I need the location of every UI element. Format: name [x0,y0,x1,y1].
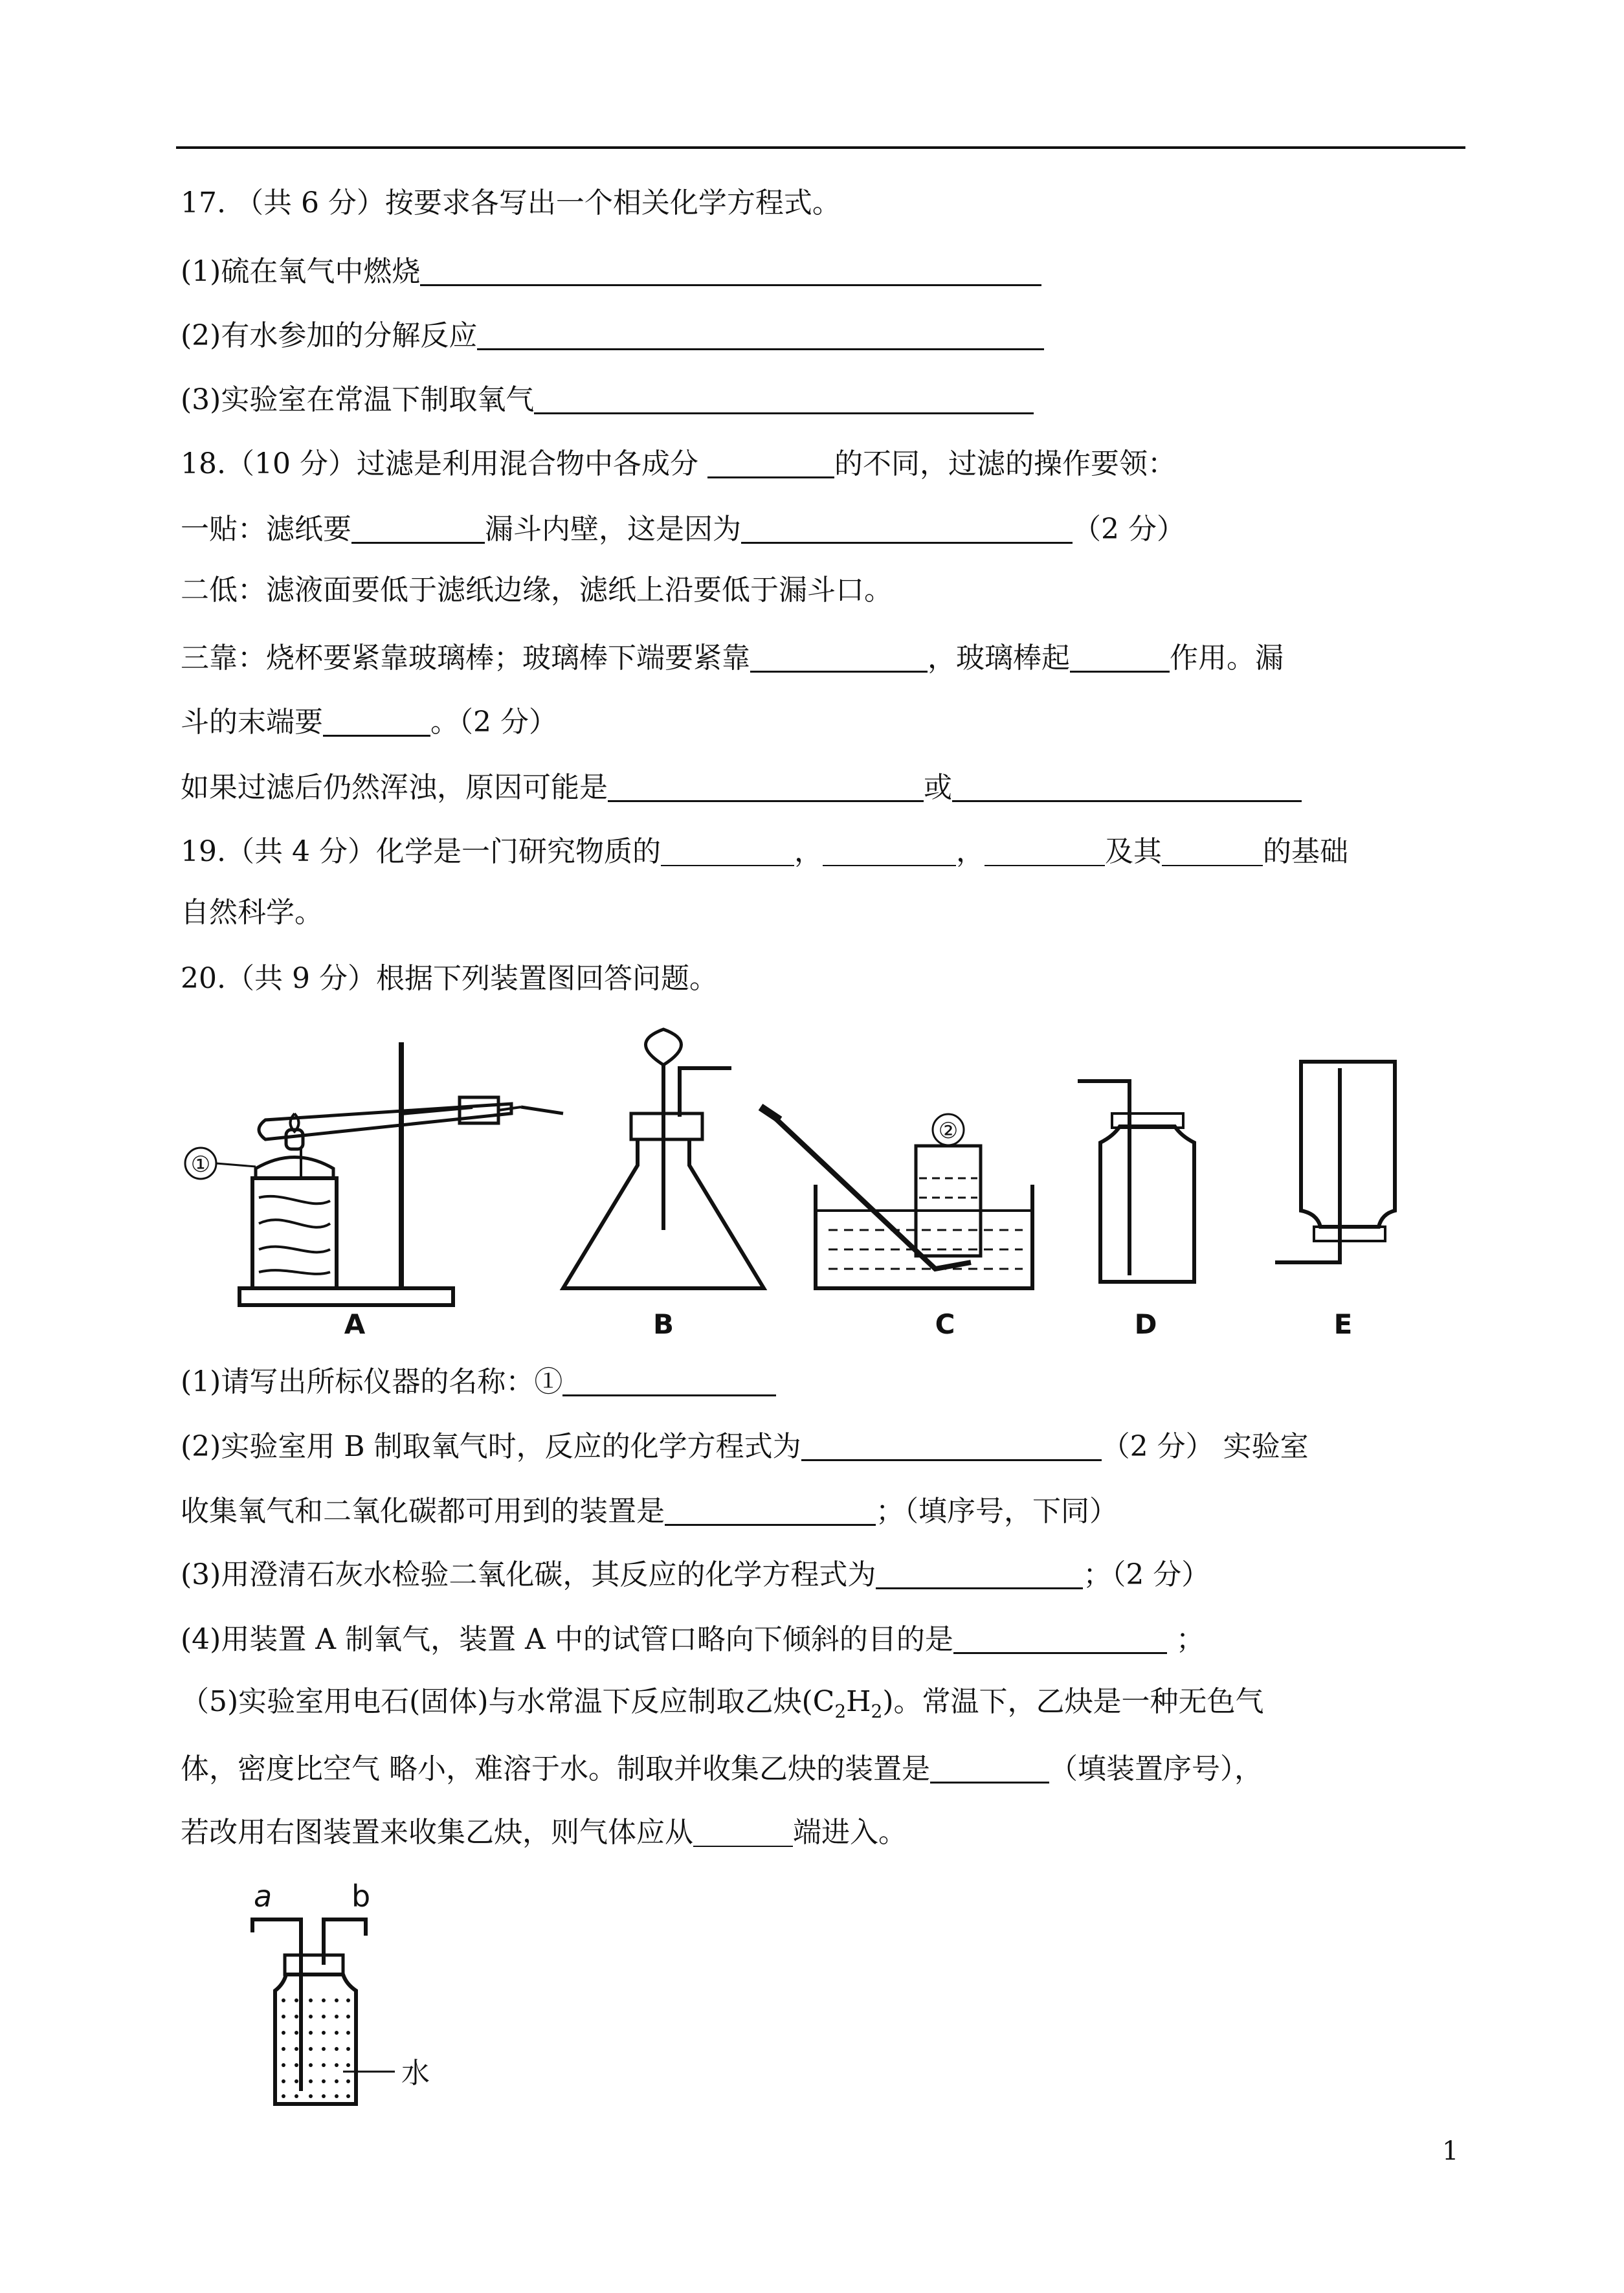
q19-line1: 19.（共 4 分）化学是一门研究物质的 ， ， 及其 的基础 [181,835,1348,868]
page-number: 1 [1442,2136,1459,2166]
q20-part2: (2)实验室用 B 制取氧气时，反应的化学方程式为 （2 分） 实验室 [181,1430,1309,1463]
answer-blank[interactable] [661,835,794,866]
answer-blank[interactable] [953,1622,1167,1654]
answer-blank[interactable] [801,1429,1102,1461]
label-circle-1: ① [190,1152,211,1178]
q18-sankao-cont: 斗的末端要 。（2 分） [181,706,557,739]
q20-part4: (4)用装置 A 制氧气，装置 A 中的试管口略向下倾斜的目的是 ； [181,1623,1205,1656]
q20-part3: (3)用澄清石灰水检验二氧化碳，其反应的化学方程式为 ；（2 分） [181,1558,1210,1591]
q20-part2-cont: 收集氧气和二氧化碳都可用到的装置是 ；（填序号，下同） [181,1495,1118,1528]
answer-blank[interactable] [707,447,834,478]
label-b: B [652,1308,674,1340]
label-tube-b: b [351,1879,371,1914]
answer-blank[interactable] [534,383,1034,414]
answer-blank[interactable] [876,1558,1083,1589]
q19-line2: 自然科学。 [181,896,323,929]
q17-part3: (3)实验室在常温下制取氧气 [181,383,1465,414]
q17-title: 17. （共 6 分）按要求各写出一个相关化学方程式。 [181,186,841,219]
q18-sankao: 三靠：烧杯要紧靠玻璃棒；玻璃棒下端要紧靠 ，玻璃棒起 作用。漏 [181,642,1284,675]
q18-title: 18.（10 分）过滤是利用混合物中各成分 的不同，过滤的操作要领： [181,447,1176,480]
answer-blank[interactable] [741,512,1073,544]
q20-part5-cont: 体，密度比空气 略小，难溶于水。制取并收集乙炔的装置是 （填装置序号）， [181,1752,1263,1785]
q20-title: 20.（共 9 分）根据下列装置图回答问题。 [181,962,718,995]
answer-blank[interactable] [351,512,485,544]
answer-blank[interactable] [1162,835,1263,866]
answer-blank[interactable] [665,1494,876,1526]
label-tube-a: a [254,1879,273,1914]
q18-turbid: 如果过滤后仍然浑浊，原因可能是 或 [181,770,1465,802]
q20-part5: （5)实验室用电石(固体)与水常温下反应制取乙炔$(C_2H_2)$。常温下，乙炔是一种无色气 [181,1685,1264,1722]
q18-erdi: 二低：滤液面要低于滤纸边缘，滤纸上沿要低于漏斗口。 [181,574,893,607]
answer-blank[interactable] [952,770,1302,802]
answer-blank[interactable] [750,641,928,673]
apparatus-d [1078,1081,1194,1340]
answer-blank[interactable] [693,1816,793,1847]
apparatus-b [563,1029,764,1340]
answer-blank[interactable] [608,770,924,802]
apparatus-a [185,1042,563,1340]
apparatus-e [1275,1062,1395,1340]
q17-part2: (2)有水参加的分解反应 [181,319,1465,350]
label-a: A [344,1308,366,1340]
q20-part1: (1)请写出所标仪器的名称：① [181,1365,1465,1396]
label-e: E [1333,1308,1353,1340]
label-c: C [935,1308,955,1340]
answer-blank[interactable] [823,835,956,866]
answer-blank[interactable] [477,319,1044,350]
apparatus-c [761,1107,1032,1340]
answer-blank[interactable] [930,1752,1049,1784]
q20-part5-cont2: 若改用右图装置来收集乙炔，则气体应从 端进入。 [181,1816,907,1849]
answer-blank[interactable] [420,254,1041,286]
q18-yitie: 一贴：滤纸要 漏斗内壁，这是因为 （2 分） [181,513,1185,546]
answer-blank[interactable] [1070,641,1170,673]
header-rule [176,146,1465,149]
answer-blank[interactable] [562,1365,776,1396]
water-bottle-figure [239,1874,473,2120]
answer-blank[interactable] [323,705,430,737]
label-d: D [1134,1308,1157,1340]
label-circle-2: ② [938,1118,959,1144]
label-water: 水 [401,2057,430,2090]
answer-blank[interactable] [984,835,1105,866]
q17-part1: (1)硫在氧气中燃烧 [181,254,1465,286]
apparatus-figure [175,1016,1430,1340]
